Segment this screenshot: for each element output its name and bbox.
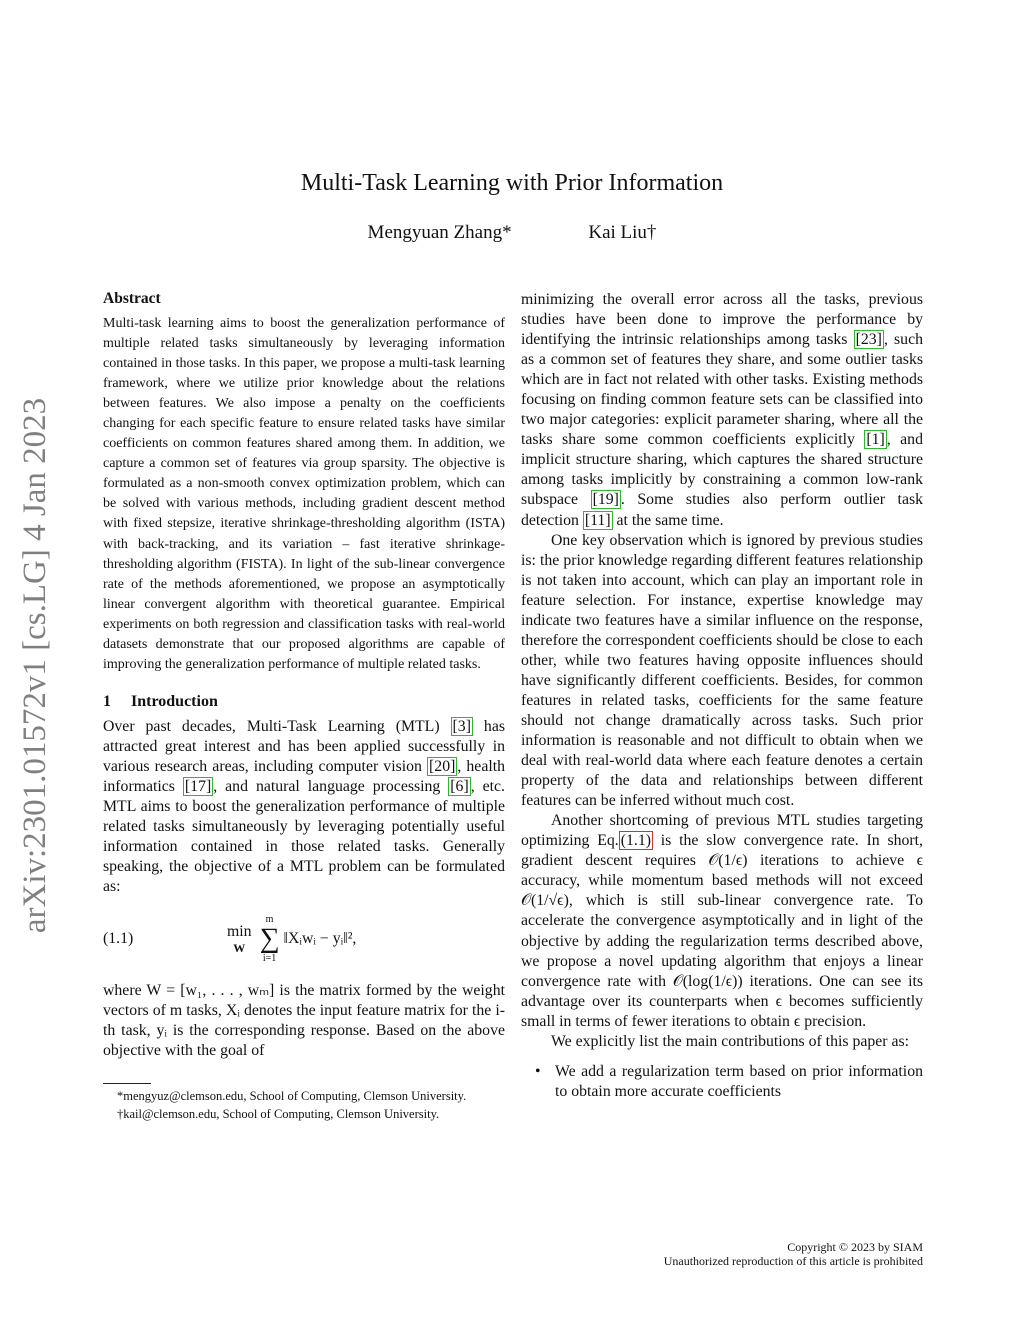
- equation-min: min W: [227, 922, 252, 955]
- author-list: [0, 222, 1024, 244]
- contribution-list-item: [521, 1062, 923, 1102]
- citation-link[interactable]: [6]: [450, 777, 469, 795]
- bullet-icon: •: [535, 1062, 541, 1080]
- citation-link[interactable]: [19]: [592, 491, 619, 509]
- citation-link[interactable]: [1]: [866, 431, 885, 449]
- equation-1-1: [103, 905, 505, 973]
- contribution-text: We add a regularization term based on prior information to obtain more accurate coefficients: [555, 1062, 923, 1100]
- citation-link[interactable]: [3]: [452, 717, 471, 735]
- arxiv-identifier: arXiv:2301.01572v1 [cs.LG] 4 Jan 2023: [17, 397, 54, 933]
- right-paragraph-1: minimizing the overall error across all the tasks, previous studies have been done to improve the performance by identifying the intrinsic relationships among tasks [23] , such as a common set of features they share, and some outlier tasks which are in fact not related with other tasks. Existing methods focusing on finding common feature sets can be classified into two major categories: explicit parameter sharing, where all the tasks share some common coefficients explicitly [1] , and implicit structure sharing, which captures the shared structure among tasks implicitly by constraining a common low-rank subspace [19] . Some studies also perform outlier task detection [11] at the same time.: [521, 291, 923, 529]
- intro-paragraph-2: where W = [w₁, . . . , wₘ] is the matrix formed by the weight vectors of m tasks, Xᵢ denotes the input feature matrix for the i-th task, yᵢ is the corresponding response. Based on the above objective with the goal of: [103, 982, 505, 1060]
- left-column: [103, 290, 505, 1122]
- author-1: Mengyuan Zhang*: [367, 222, 512, 243]
- abstract-text: Multi-task learning aims to boost the generalization performance of multiple related tasks simultaneously by leveraging information contained in those tasks. In this paper, we propose a multi-task learning framework, where we utilize prior knowledge about the relations between features. We also impose a penalty on the coefficients changing for each specific feature to ensure related tasks have similar coefficients on common features shared among them. In addition, we capture a common set of features via group sparsity. The objective is formulated as a non-smooth convex optimization problem, which can be solved with various methods, including gradient descent method with fixed stepsize, iterative shrinkage-thresholding algorithm (ISTA) with back-tracking, and its variation – fast iterative shrinkage-thresholding algorithm (FISTA). In light of the sub-linear convergence rate of the methods aforementioned, we propose an asymptotically linear convergent algorithm with theoretical guarantee. Empirical experiments on both regression and classification tasks with real-world datasets demonstrate that our proposed algorithms are capable of improving the generalization performance of multiple related tasks.: [103, 316, 505, 672]
- citation-link[interactable]: [23]: [855, 331, 882, 349]
- equation-body: ‖Xᵢwᵢ − yᵢ‖²,: [283, 930, 357, 948]
- abstract-heading: Abstract: [103, 290, 161, 307]
- footnote-rule: [103, 1083, 151, 1084]
- intro-paragraph-1: Over past decades, Multi-Task Learning (MTL) [3] has attracted great interest and has been applied successfully in various research areas, including computer vision [20] , health informatics [17] , and natural language processing [6] , etc. MTL aims to boost the generalization performance of multiple related tasks simultaneously by leveraging potentially useful information contained in those related tasks. Generally speaking, the objective of a MTL problem can be formulated as:: [103, 717, 506, 896]
- section-title: Introduction: [131, 692, 218, 710]
- right-column: [521, 290, 923, 1102]
- citation-link[interactable]: [20]: [429, 757, 456, 775]
- right-paragraph-2: One key observation which is ignored by previous studies is: the prior knowledge regarding different features relationship is not taken into account, which can play an important role in feature selection. For instance, expertise knowledge may indicate two features have a similar influence on the response, therefore the correspondent coefficients should be close to each other, while two features having opposite influences should have significantly different coefficients. Besides, for common features in related tasks, coefficients for the same feature should not change dramatically across tasks. Such prior information is reasonable and not difficult to obtain when we deal with real-world data where each feature denotes a certain property of the data and relationships between different features can be inferred without much cost.: [521, 531, 923, 810]
- footnote-2: †kail@clemson.edu, School of Computing, Clemson University.: [117, 1107, 440, 1122]
- equation-number: (1.1): [103, 930, 134, 948]
- copyright-line: Copyright © 2023 by SIAM: [787, 1240, 923, 1254]
- copyright-footer: [664, 1240, 923, 1268]
- author-2: Kai Liu†: [588, 222, 657, 243]
- reproduction-notice: Unauthorized reproduction of this article is prohibited: [663, 1254, 923, 1268]
- equation-sum: m ∑ i=1: [259, 914, 280, 965]
- citation-link[interactable]: [11]: [584, 511, 611, 529]
- citation-link[interactable]: [17]: [184, 777, 212, 795]
- right-paragraph-4: We explicitly list the main contributions of this paper as:: [551, 1032, 910, 1050]
- section-heading-introduction: [103, 693, 505, 711]
- arxiv-side-label: [8, 370, 64, 960]
- right-paragraph-3: Another shortcoming of previous MTL studies targeting optimizing Eq. (1.1) is the slow convergence rate. In short, gradient descent requires 𝒪(1/ϵ) iterations to achieve ϵ accuracy, while momentum based methods will not exceed 𝒪(1/√ϵ), which is still sub-linear convergence rate. To accelerate the convergence asymptotically and in light of the objective by adding the regularization terms described above, we propose a novel updating algorithm that enjoys a linear convergence rate with 𝒪(log(1/ϵ)) iterations. One can see its advantage over its counterparts when ϵ becomes sufficiently small in terms of fewer iterations to obtain ϵ precision.: [521, 812, 923, 1030]
- equation-reference-link[interactable]: (1.1): [620, 832, 652, 850]
- section-number: 1: [103, 692, 111, 710]
- footnote-1: *mengyuz@clemson.edu, School of Computing, Clemson University.: [117, 1089, 467, 1104]
- paper-title: Multi-Task Learning with Prior Information: [300, 170, 724, 196]
